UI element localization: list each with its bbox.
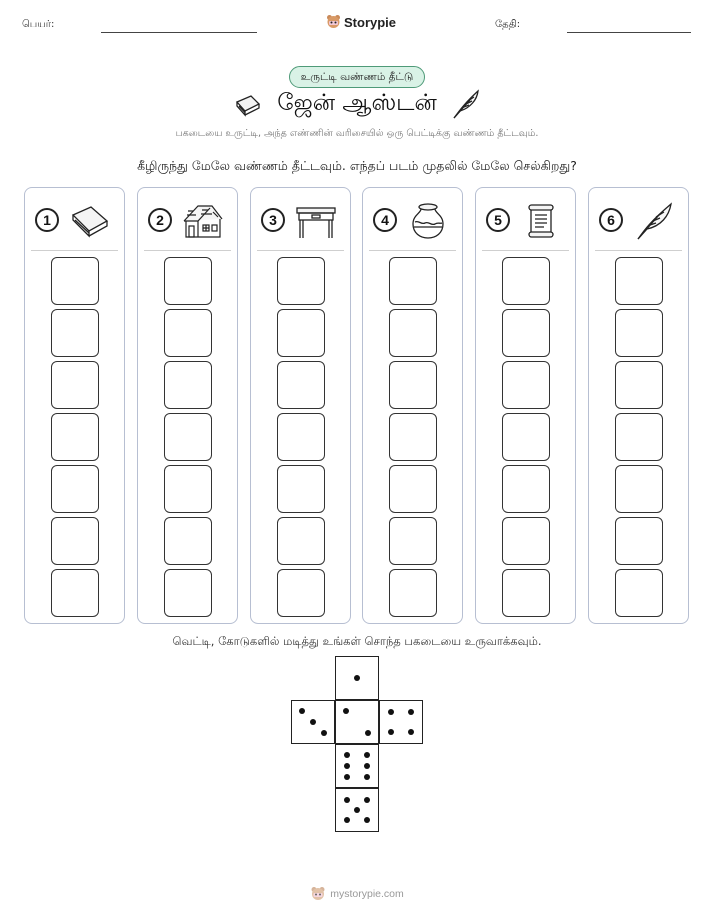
die-pip xyxy=(364,763,370,769)
color-box[interactable] xyxy=(277,413,325,461)
color-box[interactable] xyxy=(277,465,325,513)
die-pip xyxy=(364,797,370,803)
color-box[interactable] xyxy=(164,465,212,513)
color-box[interactable] xyxy=(51,465,99,513)
page-title: ஜேன் ஆஸ்டன் xyxy=(277,90,437,116)
name-label: பெயர்: xyxy=(22,19,55,30)
column-6 xyxy=(588,187,689,624)
color-box[interactable] xyxy=(51,361,99,409)
footer xyxy=(0,886,714,902)
die-pip xyxy=(321,730,327,736)
column-2 xyxy=(137,187,238,624)
scroll-icon xyxy=(520,201,562,241)
color-box[interactable] xyxy=(277,569,325,617)
color-box[interactable] xyxy=(164,309,212,357)
color-box[interactable] xyxy=(51,257,99,305)
color-box[interactable] xyxy=(389,361,437,409)
die-pip xyxy=(365,730,371,736)
color-box[interactable] xyxy=(164,413,212,461)
color-box[interactable] xyxy=(502,361,550,409)
die-pip xyxy=(344,817,350,823)
column-4 xyxy=(362,187,463,624)
column-3 xyxy=(250,187,351,624)
book-icon xyxy=(69,201,111,241)
column-number: 5 xyxy=(486,208,510,232)
column-number: 3 xyxy=(261,208,285,232)
column-divider xyxy=(369,250,456,251)
color-box[interactable] xyxy=(164,517,212,565)
instruction-text: கீழிருந்து மேலே வண்ணம் தீட்டவும். எந்தப் படம் முதலில் மேலே செல்கிறது? xyxy=(137,158,577,173)
date-line xyxy=(567,32,691,33)
color-box[interactable] xyxy=(502,517,550,565)
color-box[interactable] xyxy=(389,465,437,513)
color-box[interactable] xyxy=(51,413,99,461)
color-box[interactable] xyxy=(277,257,325,305)
color-box[interactable] xyxy=(164,257,212,305)
color-box[interactable] xyxy=(389,517,437,565)
date-label: தேதி: xyxy=(495,19,521,30)
column-divider xyxy=(31,250,118,251)
color-box[interactable] xyxy=(277,517,325,565)
die-pip xyxy=(344,774,350,780)
column-1 xyxy=(24,187,125,624)
color-box[interactable] xyxy=(615,569,663,617)
activity-badge: உருட்டி வண்ணம் தீட்டு xyxy=(289,66,425,88)
column-number: 2 xyxy=(148,208,172,232)
die-pip xyxy=(344,797,350,803)
color-box[interactable] xyxy=(615,361,663,409)
name-line xyxy=(101,32,257,33)
color-box[interactable] xyxy=(502,257,550,305)
column-divider xyxy=(144,250,231,251)
die-pip xyxy=(310,719,316,725)
color-box[interactable] xyxy=(502,413,550,461)
cut-instruction: வெட்டி, கோடுகளில் மடித்து உங்கள் சொந்த பகடையை உருவாக்கவும். xyxy=(172,634,542,648)
die-face-2 xyxy=(335,700,379,744)
cottage-icon xyxy=(182,201,224,241)
die-pip xyxy=(354,675,360,681)
column-5 xyxy=(475,187,576,624)
color-box[interactable] xyxy=(277,309,325,357)
column-divider xyxy=(257,250,344,251)
die-face-4 xyxy=(379,700,423,744)
column-number: 6 xyxy=(599,208,623,232)
color-box[interactable] xyxy=(615,309,663,357)
color-box[interactable] xyxy=(615,413,663,461)
color-box[interactable] xyxy=(615,465,663,513)
die-pip xyxy=(388,709,394,715)
die-pip xyxy=(408,729,414,735)
color-box[interactable] xyxy=(51,517,99,565)
die-pip xyxy=(364,774,370,780)
brand-name: Storypie xyxy=(344,14,397,30)
quill-icon xyxy=(633,201,675,241)
die-pip xyxy=(408,709,414,715)
die-pip xyxy=(344,752,350,758)
die-pip xyxy=(299,708,305,714)
footer-url[interactable]: mystorypie.com xyxy=(330,888,404,900)
die-pip xyxy=(344,763,350,769)
color-box[interactable] xyxy=(389,257,437,305)
color-box[interactable] xyxy=(277,361,325,409)
column-number: 4 xyxy=(373,208,397,232)
die-face-6 xyxy=(335,744,379,788)
column-divider xyxy=(595,250,682,251)
vase-icon xyxy=(407,201,449,241)
color-box[interactable] xyxy=(389,413,437,461)
color-box[interactable] xyxy=(389,569,437,617)
bear-icon xyxy=(326,14,341,30)
die-face-1 xyxy=(335,656,379,700)
color-box[interactable] xyxy=(164,569,212,617)
color-box[interactable] xyxy=(164,361,212,409)
die-pip xyxy=(364,817,370,823)
color-box[interactable] xyxy=(51,309,99,357)
quill-icon xyxy=(450,88,482,120)
color-box[interactable] xyxy=(502,465,550,513)
die-pip xyxy=(388,729,394,735)
column-number: 1 xyxy=(35,208,59,232)
die-face-3 xyxy=(291,700,335,744)
die-pip xyxy=(354,807,360,813)
bear-icon xyxy=(310,886,326,902)
color-box[interactable] xyxy=(51,569,99,617)
color-box[interactable] xyxy=(502,569,550,617)
column-divider xyxy=(482,250,569,251)
writing-desk-icon xyxy=(295,201,337,241)
subtitle: பகடையை உருட்டி, அந்த எண்ணின் வரிசையில் ஒரு பெட்டிக்கு வண்ணம் தீட்டவும். xyxy=(175,128,539,139)
brand-logo xyxy=(326,14,396,30)
die-pip xyxy=(343,708,349,714)
die-face-5 xyxy=(335,788,379,832)
color-box[interactable] xyxy=(389,309,437,357)
color-box[interactable] xyxy=(615,257,663,305)
die-pip xyxy=(364,752,370,758)
color-box[interactable] xyxy=(615,517,663,565)
color-box[interactable] xyxy=(502,309,550,357)
